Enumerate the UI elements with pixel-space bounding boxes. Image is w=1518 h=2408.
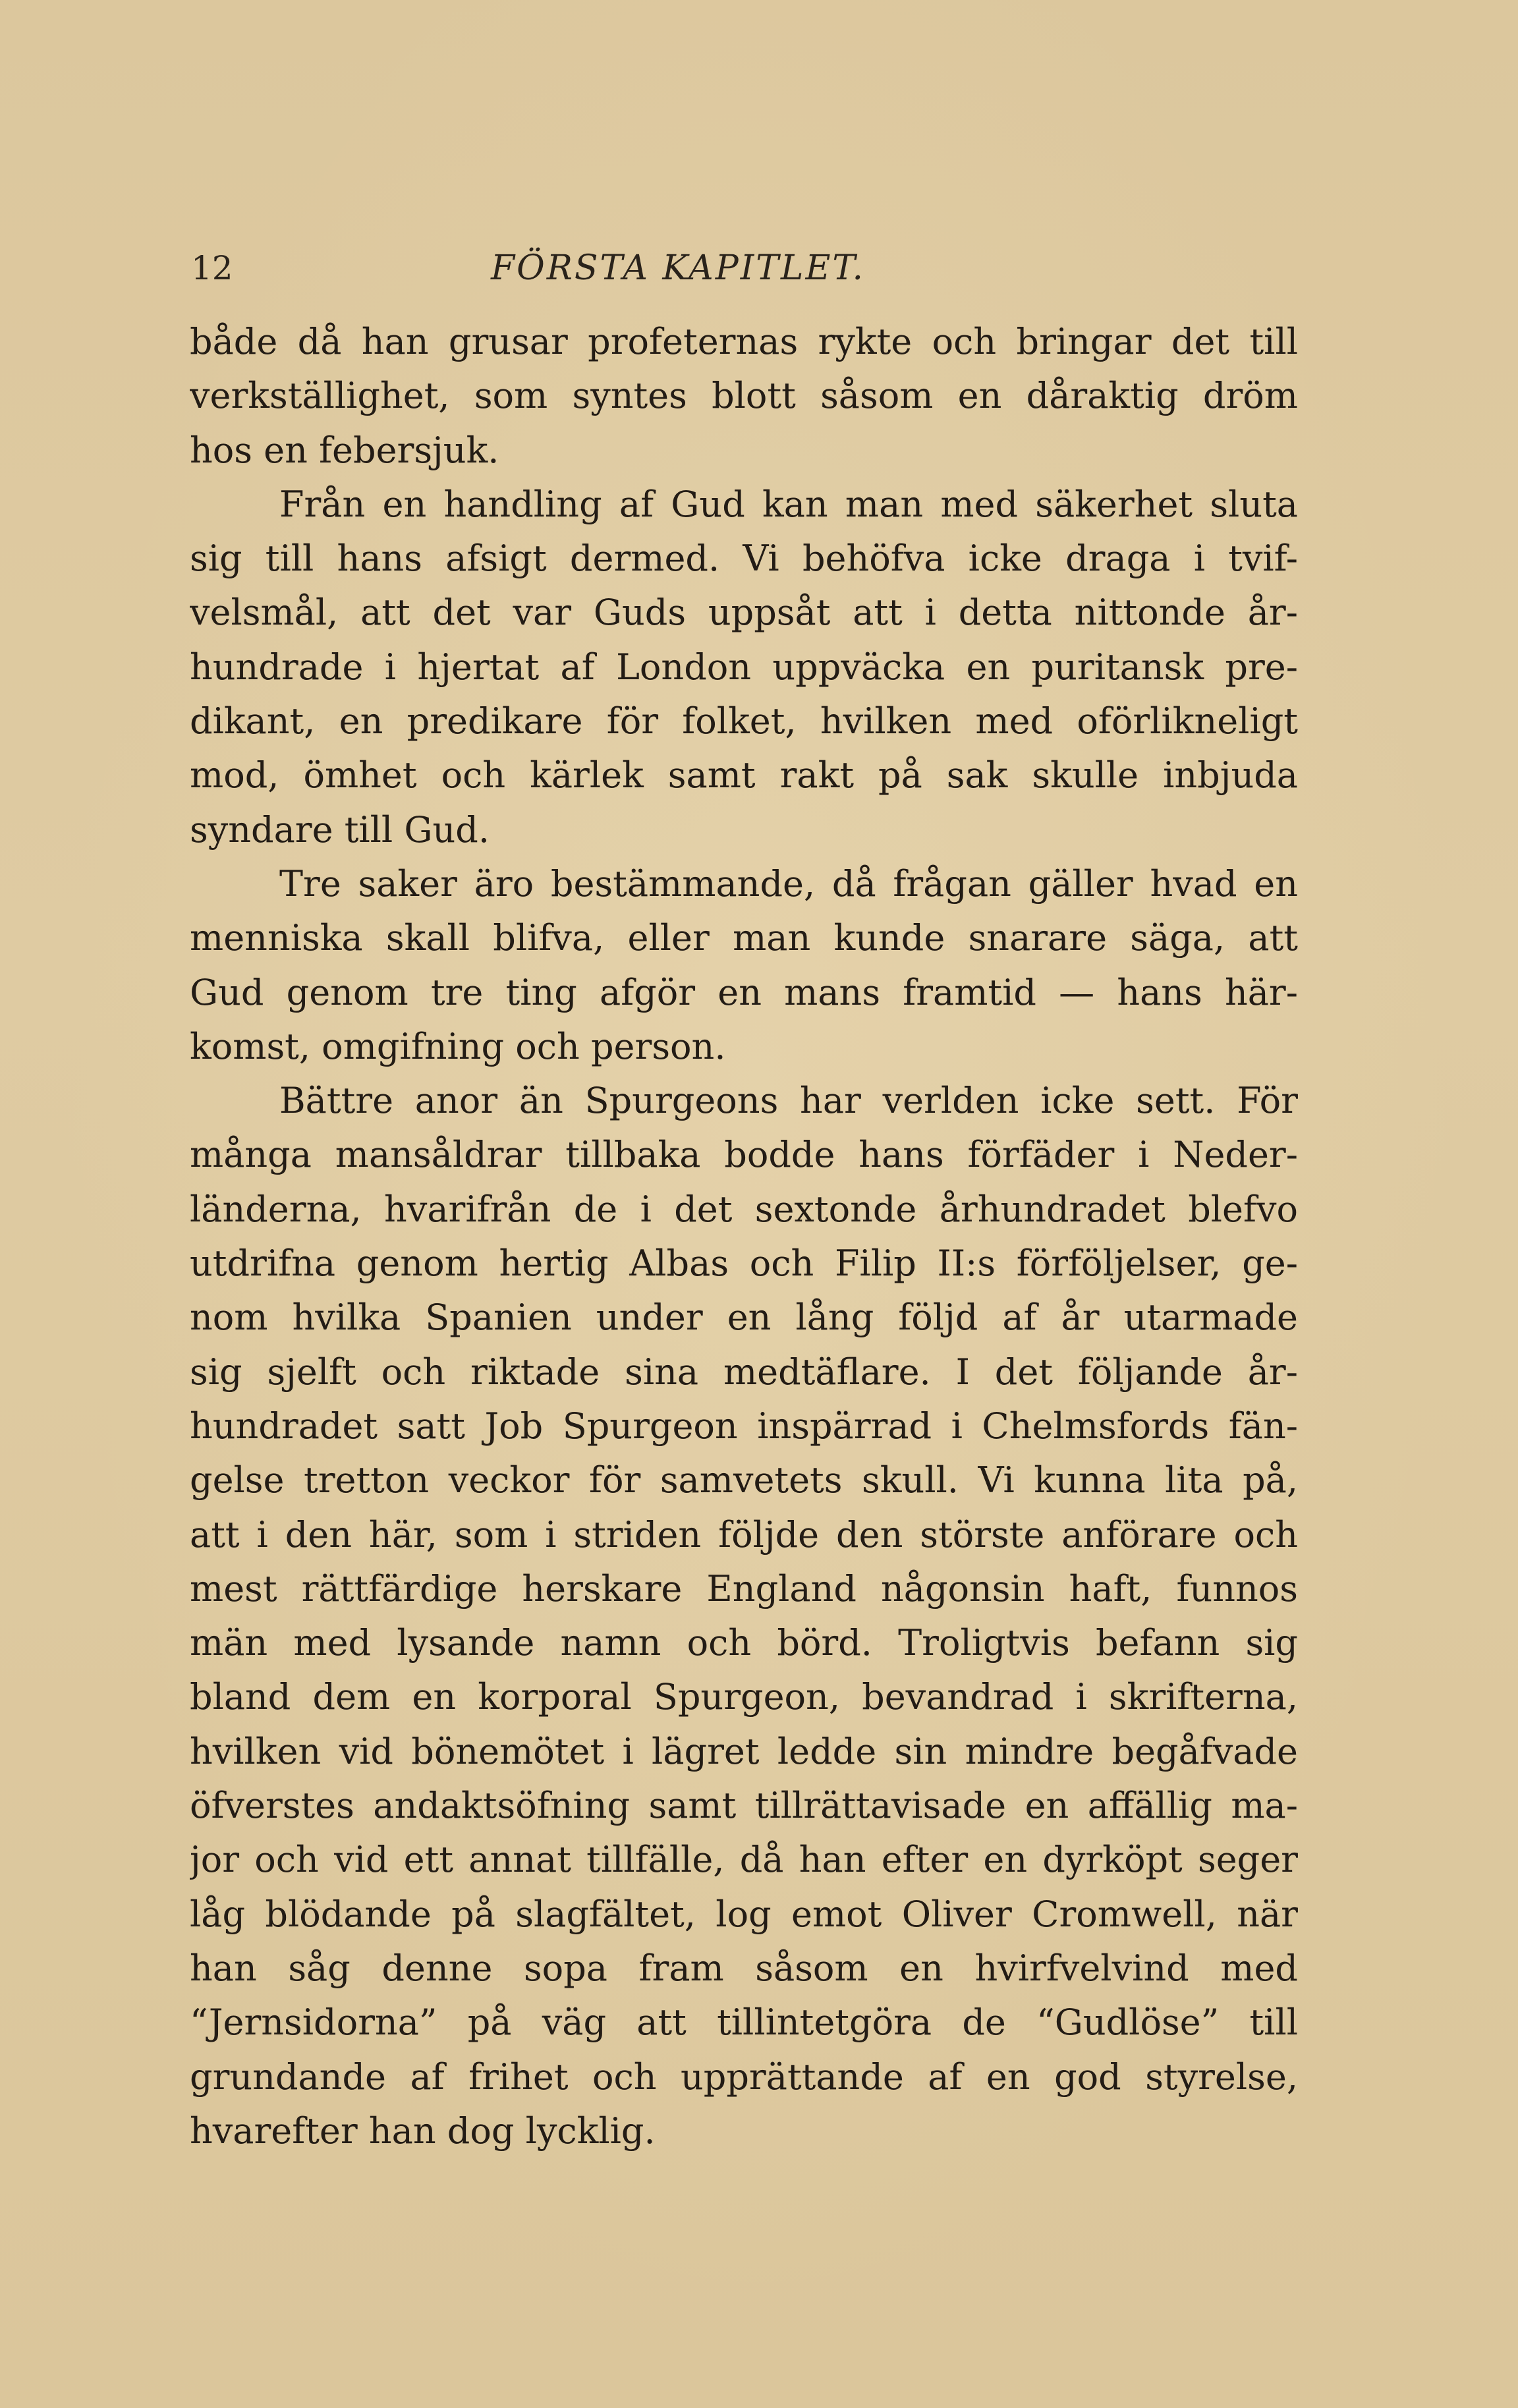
text-line: jor och vid ett annat tillfälle, då han efter en dyrköpt seger <box>190 1839 1298 1881</box>
chapter-title: FÖRSTA KAPITLET. <box>491 248 865 288</box>
text-line: länderna, hvarifrån de i det sextonde århundradet blefvo <box>190 1188 1298 1230</box>
text-line: hvarefter han dog lycklig. <box>190 2110 656 2152</box>
text-line: Gud genom tre ting afgör en mans framtid — hans här- <box>190 971 1298 1013</box>
text-line: bland dem en korporal Spurgeon, bevandrad i skrifterna, <box>190 1676 1298 1718</box>
text-line: öfverstes andaktsöfning samt tillrättavisade en affällig ma- <box>190 1785 1298 1827</box>
body-text <box>190 315 1298 2158</box>
text-line: grundande af frihet och upprättande af en god styrelse, <box>190 2056 1298 2098</box>
text-line: både då han grusar profeternas rykte och bringar det till <box>190 321 1298 362</box>
page-number: 12 <box>191 249 233 287</box>
text-line: dikant, en predikare för folket, hvilken med oförlikneligt <box>190 700 1298 742</box>
text-line: han såg denne sopa fram såsom en hvirfvelvind med <box>190 1947 1298 1989</box>
text-line: velsmål, att det var Guds uppsåt att i detta nittonde år- <box>190 592 1298 634</box>
text-line: menniska skall blifva, eller man kunde snarare säga, att <box>190 917 1298 959</box>
text-line: att i den här, som i striden följde den störste anförare och <box>190 1513 1298 1555</box>
text-line: mod, ömhet och kärlek samt rakt på sak skulle inbjuda <box>190 754 1298 797</box>
text-line: verkställighet, som syntes blott såsom en dåraktig dröm <box>190 375 1298 417</box>
text-line: många mansåldrar tillbaka bodde hans förfäder i Neder- <box>190 1134 1298 1176</box>
text-line: hvilken vid bönemötet i lägret ledde sin mindre begåfvade <box>190 1730 1298 1772</box>
text-line: hos en febersjuk. <box>190 429 499 471</box>
text-line: Tre saker äro bestämmande, då frågan gäller hvad en <box>279 862 1298 905</box>
text-line: sig till hans afsigt dermed. Vi behöfva icke draga i tvif- <box>190 538 1298 580</box>
text-line: sig sjelft och riktade sina medtäflare. I det följande år- <box>190 1351 1298 1393</box>
text-line: hundradet satt Job Spurgeon inspärrad i Chelmsfords fän- <box>190 1405 1298 1447</box>
text-line: Från en handling af Gud kan man med säkerhet sluta <box>279 483 1298 525</box>
text-line: komst, omgifning och person. <box>190 1025 726 1067</box>
text-line: Bättre anor än Spurgeons har verlden icke sett. För <box>279 1080 1298 1122</box>
text-line: nom hvilka Spanien under en lång följd af år utarmade <box>190 1297 1298 1339</box>
text-line: utdrifna genom hertig Albas och Filip II:s förföljelser, ge- <box>190 1243 1298 1285</box>
text-line: gelse tretton veckor för samvetets skull. Vi kunna lita på, <box>190 1459 1298 1501</box>
text-line: låg blödande på slagfältet, log emot Oliver Cromwell, när <box>190 1893 1298 1935</box>
running-head <box>191 245 1298 291</box>
text-line: män med lysande namn och börd. Troligtvis befann sig <box>190 1622 1298 1664</box>
text-line: “Jernsidorna” på väg att tillintetgöra de “Gudlöse” till <box>190 2002 1298 2044</box>
text-line: hundrade i hjertat af London uppväcka en puritansk pre- <box>190 646 1298 688</box>
text-line: mest rättfärdige herskare England någonsin haft, funnos <box>190 1567 1298 1610</box>
text-line: syndare till Gud. <box>190 808 490 851</box>
